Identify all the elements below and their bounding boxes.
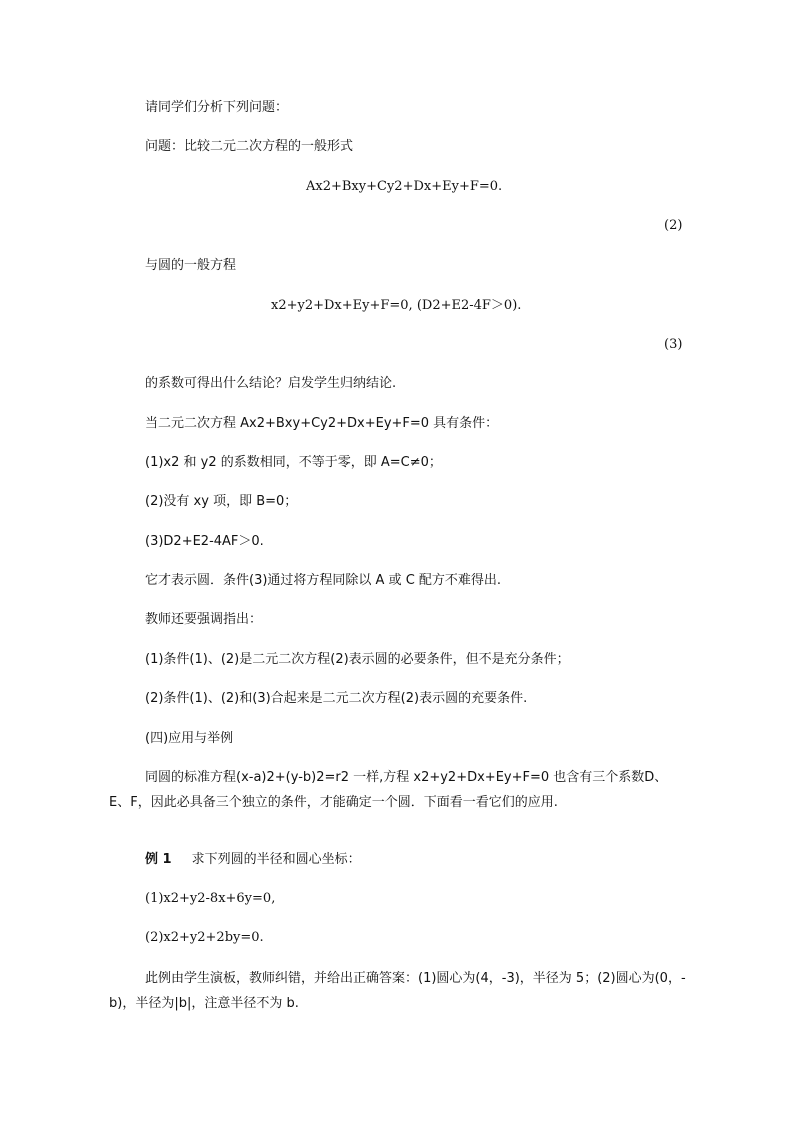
condition-item: (2)没有 xy 项，即 B=0； xyxy=(145,494,298,509)
text-line: 它才表示圆．条件(3)通过将方程同除以 A 或 C 配方不难得出. xyxy=(145,573,502,588)
condition-item: (3)D2+E2-4AF＞0. xyxy=(145,534,264,549)
example-equation: (1)x2+y2-8x+6y=0, xyxy=(145,891,276,906)
paragraph: 同圆的标准方程(x-a)2+(y-b)2=r2 一样,方程 x2+y2+Dx+Ey+F=0 也含有三个系数D、E、F，因此必具备三个独立的条件，才能确定一个圆．下面看一看它们的应用. xyxy=(109,770,668,810)
example-label: 例 1 xyxy=(145,852,172,867)
example-text: 求下列圆的半径和圆心坐标： xyxy=(191,852,361,867)
text-line: 教师还要强调指出： xyxy=(145,612,263,627)
note-item: (1)条件(1)、(2)是二元二次方程(2)表示圆的必要条件，但不是充分条件； xyxy=(145,652,570,667)
condition-item: (1)x2 和 y2 的系数相同，不等于零，即 A=C≠0； xyxy=(145,455,442,470)
equation-general-quadratic: Ax2+Bxy+Cy2+Dx+Ey+F=0. xyxy=(306,179,503,194)
answer-paragraph: 此例由学生演板，教师纠错，并给出正确答案：(1)圆心为(4，-3)，半径为 5；(2)圆心为(0，-b)，半径为|b|，注意半径不为 b. xyxy=(109,971,686,1011)
text-line: 与圆的一般方程 xyxy=(145,258,237,273)
equation-number: (2) xyxy=(664,218,683,233)
example-equation: (2)x2+y2+2by=0. xyxy=(145,930,264,945)
problem-statement: 问题：比较二元二次方程的一般形式 xyxy=(145,139,354,154)
text-line: 当二元二次方程 Ax2+Bxy+Cy2+Dx+Ey+F=0 具有条件： xyxy=(145,416,499,431)
note-item: (2)条件(1)、(2)和(3)合起来是二元二次方程(2)表示圆的充要条件. xyxy=(145,691,528,706)
text-line: 的系数可得出什么结论？启发学生归纳结论. xyxy=(145,376,397,391)
equation-circle-general: x2+y2+Dx+Ey+F=0, (D2+E2-4F＞0). xyxy=(271,298,522,313)
text-line: 请同学们分析下列问题： xyxy=(145,100,289,115)
equation-number: (3) xyxy=(664,337,683,352)
section-heading: (四)应用与举例 xyxy=(145,731,234,746)
example-heading xyxy=(145,851,361,869)
